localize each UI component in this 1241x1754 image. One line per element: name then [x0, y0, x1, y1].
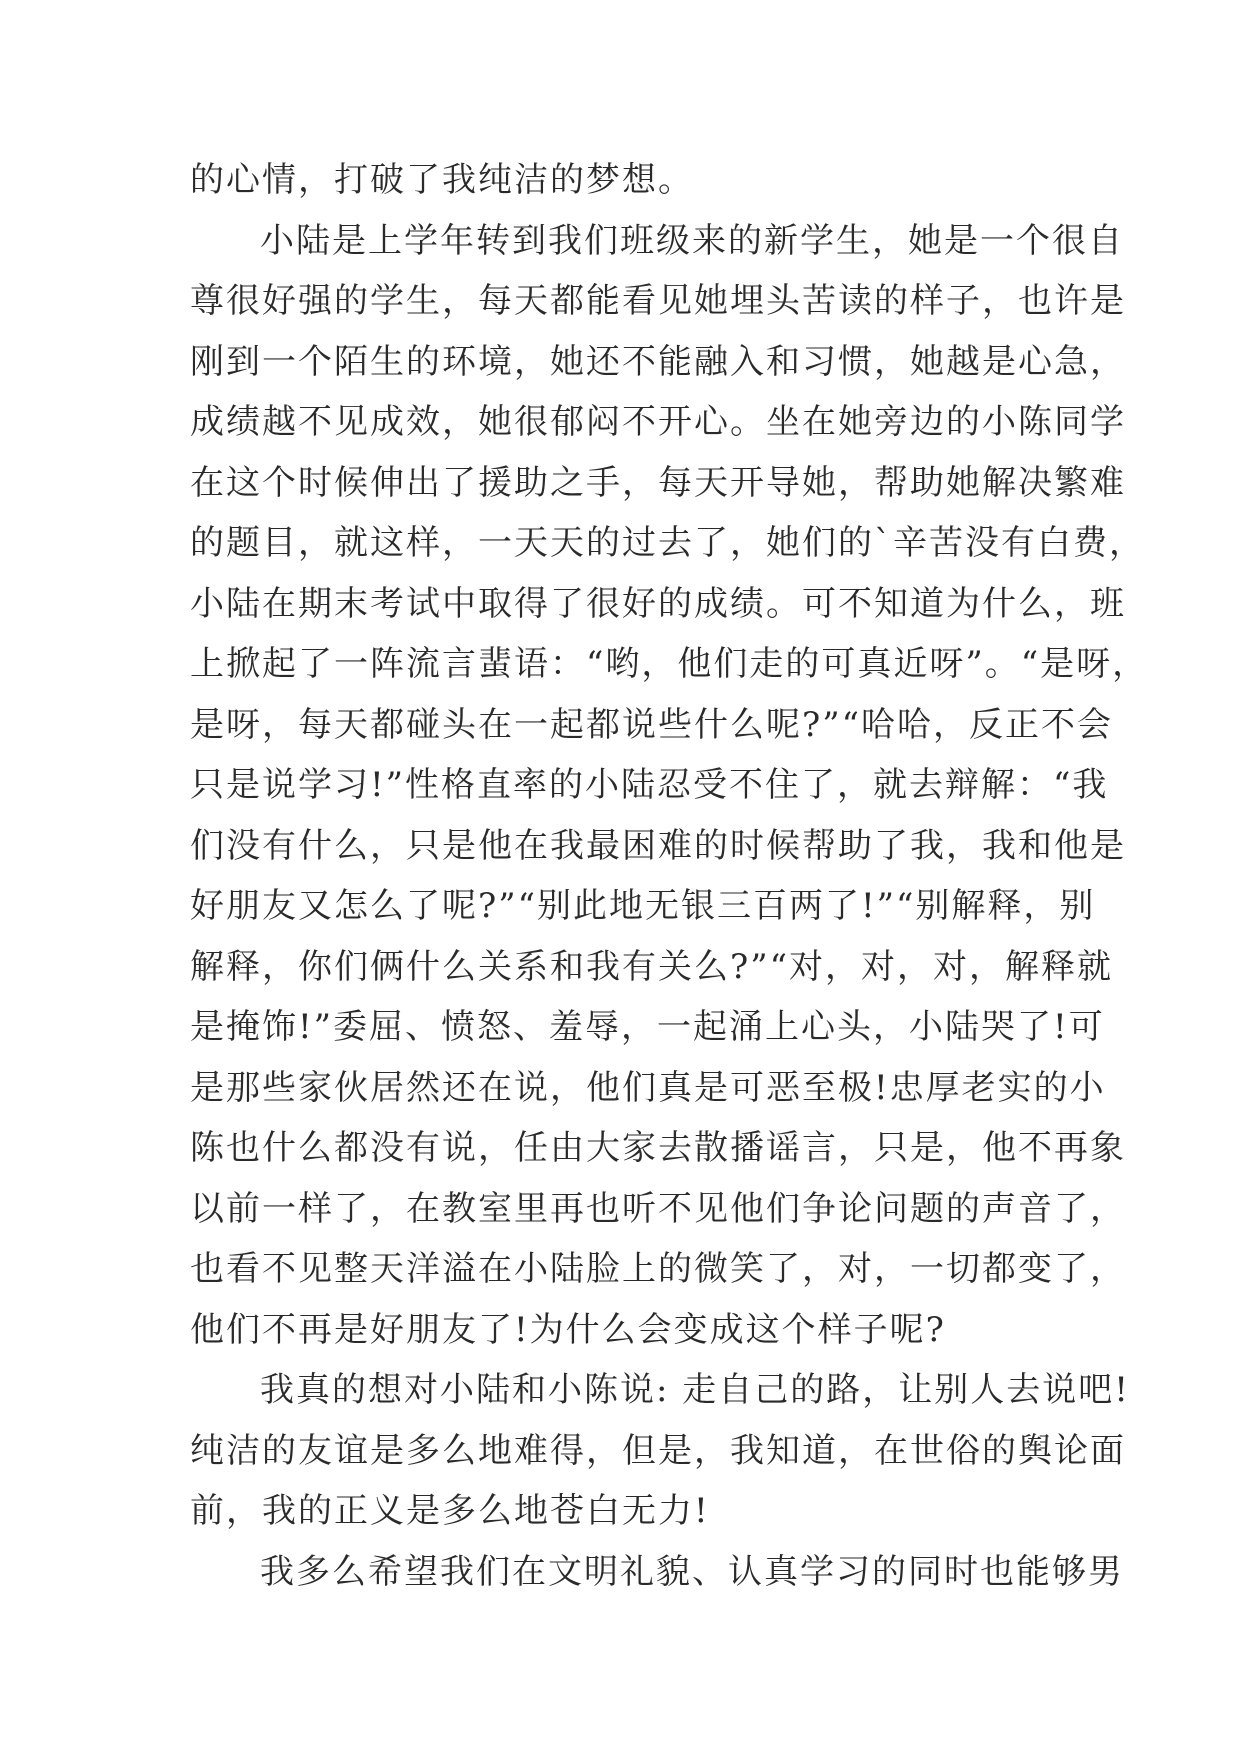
text-line: 他们不再是好朋友了!为什么会变成这个样子呢?	[190, 1309, 946, 1350]
text-line: 我多么希望我们在文明礼貌、认真学习的同时也能够男	[260, 1551, 1124, 1592]
text-line: 上掀起了一阵流言蜚语：“哟，他们走的可真近呀”。“是呀，	[190, 644, 1149, 684]
text-line: 只是说学习!”性格直率的小陆忍受不住了，就去辩解：“我	[190, 765, 1109, 805]
text-line: 们没有什么，只是他在我最困难的时候帮助了我，我和他是	[190, 825, 1126, 866]
text-line: 我真的想对小陆和小陈说: 走自己的路，让别人去说吧!	[260, 1370, 1130, 1410]
text-line: 前，我的正义是多么地苍白无力!	[190, 1491, 710, 1531]
text-line: 刚到一个陌生的环境，她还不能融入和习惯，她越是心急，	[190, 341, 1126, 382]
text-line: 的题目，就这样，一天天的过去了，她们的`辛苦没有白费，	[190, 523, 1145, 563]
text-line: 解释，你们俩什么关系和我有关么?”“对，对，对，解释就	[190, 946, 1113, 987]
text-line: 是呀，每天都碰头在一起都说些什么呢?”“哈哈，反正不会	[190, 704, 1113, 745]
text-line: 小陆在期末考试中取得了很好的成绩。可不知道为什么，班	[190, 583, 1126, 624]
text-line: 在这个时候伸出了援助之手，每天开导她，帮助她解决繁难	[190, 462, 1126, 503]
text-line: 纯洁的友谊是多么地难得，但是，我知道，在世俗的舆论面	[190, 1430, 1126, 1471]
text-line: 尊很好强的学生，每天都能看见她埋头苦读的样子，也许是	[190, 281, 1126, 321]
text-line: 好朋友又怎么了呢?”“别此地无银三百两了!”“别解释，别	[190, 886, 1096, 926]
text-line: 小陆是上学年转到我们班级来的新学生，她是一个很自	[260, 220, 1124, 261]
text-line: 成绩越不见成效，她很郁闷不开心。坐在她旁边的小陈同学	[190, 402, 1126, 442]
text-line: 以前一样了，在教室里再也听不见他们争论问题的声音了，	[190, 1188, 1126, 1229]
text-line: 也看不见整天洋溢在小陆脸上的微笑了，对，一切都变了，	[190, 1249, 1126, 1289]
document-page	[190, 150, 1149, 1602]
text-line: 的心情，打破了我纯洁的梦想。	[190, 160, 694, 200]
text-line: 是那些家伙居然还在说，他们真是可恶至极!忠厚老实的小	[190, 1067, 1106, 1108]
text-line: 陈也什么都没有说，任由大家去散播谣言，只是，他不再象	[190, 1128, 1126, 1168]
text-line: 是掩饰!”委屈、愤怒、羞辱，一起涌上心头，小陆哭了!可	[190, 1007, 1105, 1047]
